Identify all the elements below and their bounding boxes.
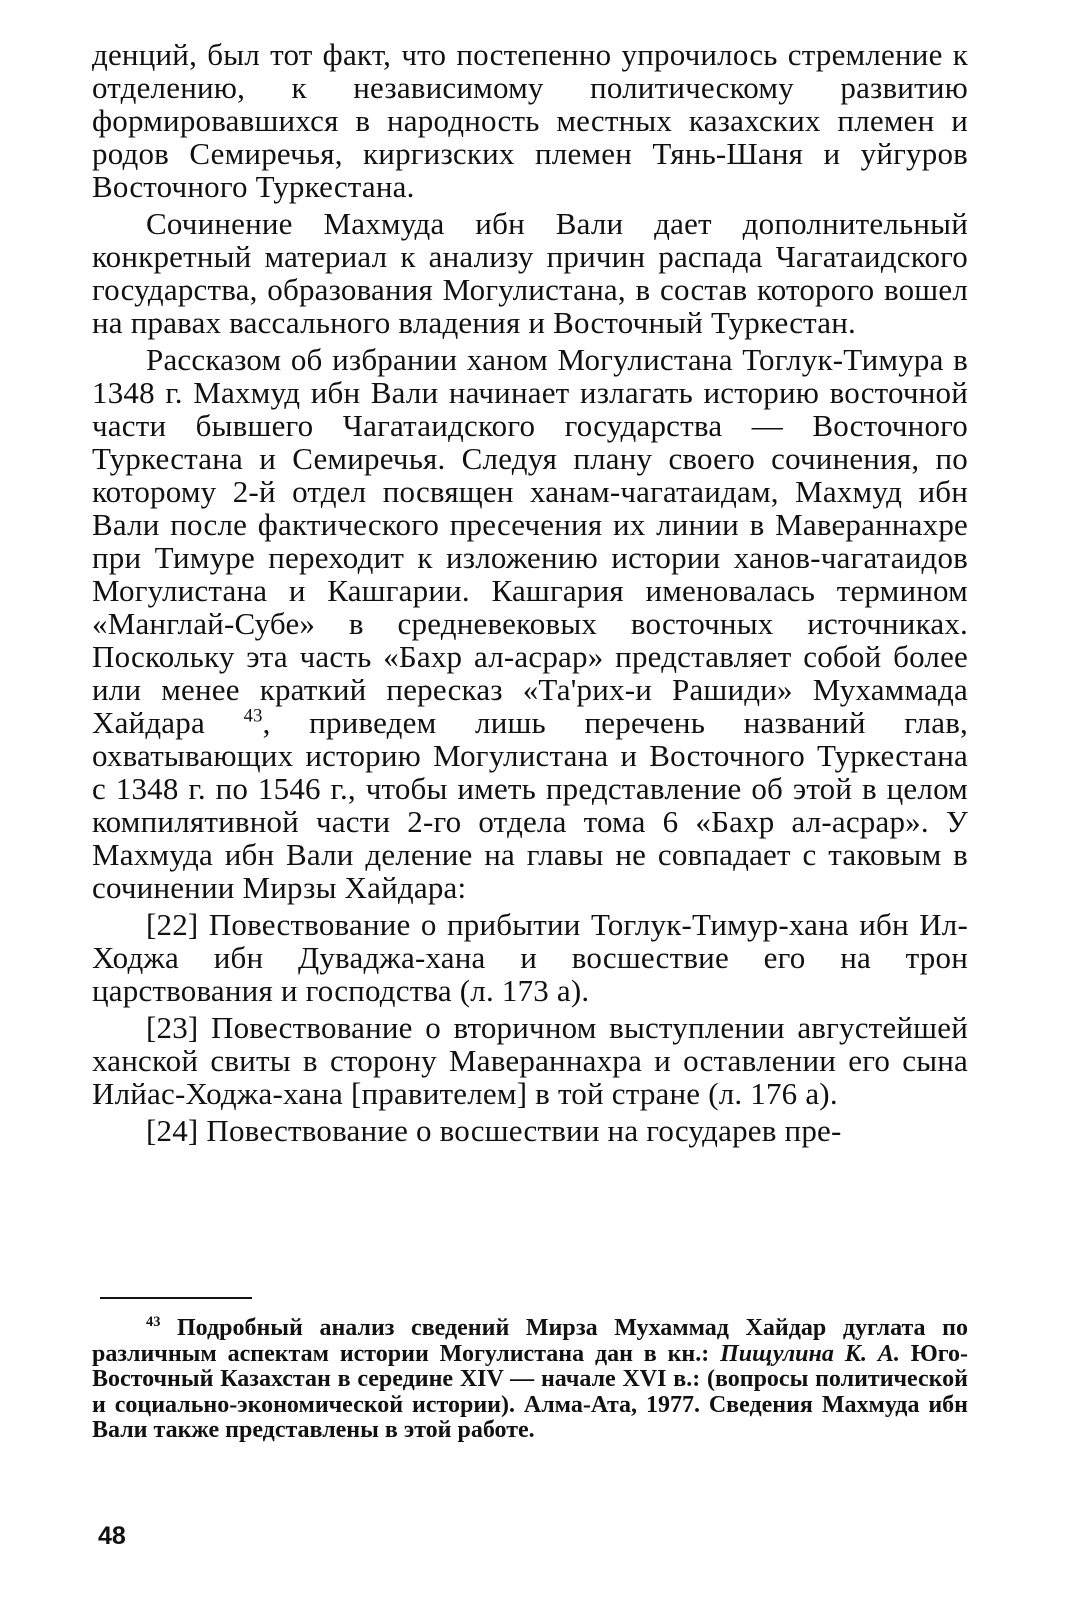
chapter-list-item: [22] Повествование о прибытии Тоглук-Тимур-хана ибн Ил-Ходжа ибн Дуваджа-хана и восшествие его на трон царствования и господства (л. 173 а). xyxy=(92,907,968,1008)
footnote-text: Подробный анализ сведений Мирза Мухаммад Хайдар дуглата по различным аспектам истории Могулистана дан в кн.: xyxy=(92,1315,968,1367)
chapter-list-item: [23] Повествование о вторичном выступлении августейшей ханской свиты в сторону Мавераннахра и оставлении его сына Илйас-Ходжа-хана [правителем] в той стране (л. 176 а). xyxy=(92,1010,968,1111)
paragraph-continuation: денций, был тот факт, что постепенно упрочилось стремление к отделению, к независимому политическому развитию формировавшихся в народность местных казахских племен и родов Семиречья, киргизских племен Тянь-Шаня и уйгуров Восточного Туркестана. xyxy=(92,37,968,204)
footnote-number: 43 xyxy=(146,1314,161,1330)
paragraph-text-cont: приведем лишь перечень названий глав, охватывающих историю Могулистана и Восточного Туркестана с 1348 г. по 1546 г., чтобы иметь представление об этой в целом компилятивной части 2-го отдела тома 6 «Бахр ал-асрар». У Махмуда ибн Вали деление на главы не совпадает с таковым в сочинении Мирзы Хайдара: xyxy=(92,705,968,905)
paragraph: Сочинение Махмуда ибн Вали дает дополнительный конкретный материал к анализу причин распада Чагатаидского государства, образования Могулистана, в состав которого вошел на правах вассального владения и Восточный Туркестан. xyxy=(92,206,968,340)
footnote-author: Пищулина К. А. xyxy=(720,1340,900,1367)
main-text xyxy=(92,38,968,1147)
paragraph-text: Рассказом об избрании ханом Могулистана Тоглук-Тимура в 1348 г. Махмуд ибн Вали начинает излагать историю восточной части бывшего Чагатаидского государства — Восточного Туркестана и Семиречья. Следуя плану своего сочинения, по которому 2-й отдел посвящен ханам-чагатаидам, Махмуд ибн Вали после фактического пресечения их линии в Мавераннахре при Тимуре переходит к изложению истории ханов-чагатаидов Могулистана и Кашгарии. Кашгария именовалась термином «Манглай-Субе» в средневековых восточных источниках. Поскольку эта часть «Бахр ал-асрар» представляет собой более или менее краткий пересказ «Та'рих-и Рашиди» Мухаммада Хайдара xyxy=(92,342,968,740)
footnote-text-cont: Юго-Восточный Казахстан в середине XIV — начале XVI в.: (вопросы политической и социально-экономической истории). Алма-Ата, 1977. Сведения Махмуда ибн Вали также представлены в этой работе. xyxy=(92,1340,969,1443)
footnote-section xyxy=(92,1316,968,1444)
page-number: 48 xyxy=(98,1522,126,1550)
footnote-divider xyxy=(100,1297,252,1299)
page-body xyxy=(92,38,968,1147)
footnote-reference[interactable]: 43 xyxy=(243,705,263,727)
footnote xyxy=(92,1316,968,1444)
paragraph-with-footnote: Рассказом об избрании ханом Могулистана Тоглук-Тимура в 1348 г. Махмуд ибн Вали начинает излагать историю восточной части бывшего Чагатаидского государства — Восточного Туркестана и Семиречья. Следуя плану своего сочинения, по которому 2-й отдел посвящен ханам-чагатаидам, Махмуд ибн Вали после фактического пресечения их линии в Мавераннахре при Тимуре переходит к изложению истории ханов-чагатаидов Могулистана и Кашгарии. Кашгария именовалась термином «Манглай-Субе» в средневековых восточных источниках. Поскольку эта часть «Бахр ал-асрар» представляет собой более или менее краткий пересказ «Та'рих-и Рашиди» Мухаммада Хайдара $^{43}$, приведем лишь перечень названий глав, охватывающих историю Могулистана и Восточного Туркестана с 1348 г. по 1546 г., чтобы иметь представление об этой в целом компилятивной части 2-го отдела тома 6 «Бахр ал-асрар». У Махмуда ибн Вали деление на главы не совпадает с таковым в сочинении Мирзы Хайдара: xyxy=(92,342,968,905)
chapter-list-item: [24] Повествование о восшествии на государев пре- xyxy=(146,1113,842,1148)
